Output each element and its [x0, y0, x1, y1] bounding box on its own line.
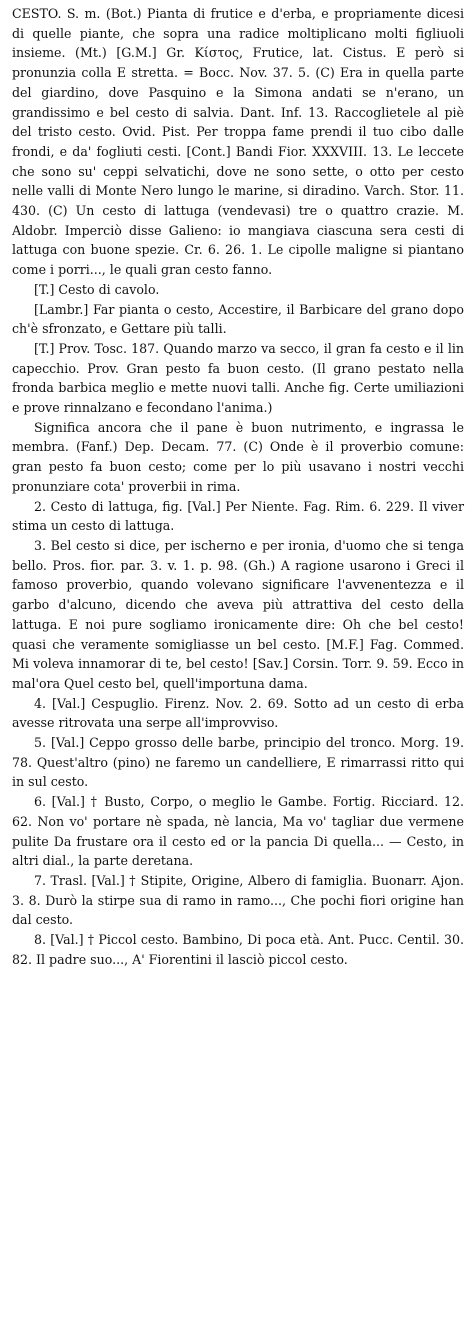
entry-sense-5: 5. [Val.] Ceppo grosso delle barbe, principio del tronco. Morg. 19. 78. Quest'altro (pino) ne faremo un candelliere, E rimarrassi ritto qui in sul cesto. [12, 735, 464, 790]
entry-sense-8: 8. [Val.] † Piccol cesto. Bambino, Di poca età. Ant. Pucc. Centil. 30. 82. Il padre suo..., A' Fiorentini il lasciò piccol cesto. [12, 932, 464, 967]
entry-paragraph-proverb: [T.] Prov. Tosc. 187. Quando marzo va secco, il gran fa cesto e il lin capecchio. Prov. Gran pesto fa buon cesto. (Il grano pestato nella fronda barbica meglio e mette nuovi talli. Anche fig. Certe umiliazioni e prove rinnalzano e fecondano l'anima.) [12, 340, 464, 416]
entry-sense-2: 2. Cesto di lattuga, fig. [Val.] Per Niente. Fag. Rim. 6. 229. Il viver stima un cesto di lattuga. [12, 498, 464, 534]
entry-paragraph-significa: Significa ancora che il pane è buon nutrimento, e ingrassa le membra. (Fanf.) Dep. Decam. 77. (C) Onde è il proverbio comune: gran pesto fa buon cesto; come per lo più usavano i nostri vecchi pronunziare cota' proverbii in rima. [12, 419, 464, 494]
entry-paragraph-far-pianta: [Lambr.] Far pianta o cesto, Accestire, il Barbicare del grano dopo ch'è sfronzato, e Gettare più talli. [12, 301, 464, 337]
entry-sense-7: 7. Trasl. [Val.] † Stipite, Origine, Albero di famiglia. Buonarr. Ajon. 3. 8. Durò la stirpe sua di ramo in ramo..., Che pochi fiori origine han dal cesto. [12, 872, 464, 928]
entry-sense-3: 3. Bel cesto si dice, per ischerno e per ironia, d'uomo che si tenga bello. Pros. fior. par. 3. v. 1. p. 98. (Gh.) A ragione usarono i Greci il famoso proverbio, quando volevano significare l'avvenentezza e il garbo d'alcuno, dicendo che aveva più attrattiva del cesto della lattuga. E noi pure sogliamo ironicamente dire: Oh che bel cesto! quasi che veramente somigliasse un bel cesto. [M.F.] Fag. Commed. Mi voleva innamorar di te, bel cesto! [Sav.] Corsin. Torr. 9. 59. Ecco in mal'ora Quel cesto bel, quell'importuna dama. [12, 537, 464, 691]
entry-sense-6: 6. [Val.] † Busto, Corpo, o meglio le Gambe. Fortig. Ricciard. 12. 62. Non vo' portare nè spada, nè lancia, Ma vo' tagliar due vermene pulite Da frustare ora il cesto ed or la pancia Di quella... — Cesto, in altri dial., la parte deretana. [12, 794, 464, 869]
entry-sense-4: 4. [Val.] Cespuglio. Firenz. Nov. 2. 69. Sotto ad un cesto di erba avesse ritrovata una serpe all'improvviso. [12, 695, 464, 731]
entry-paragraph-main: CESTO. S. m. (Bot.) Pianta di frutice e d'erba, e propriamente dicesi di quelle piante, che sopra una radice moltiplicano molti figliuoli insieme. (Mt.) [G.M.] Gr. Κίστος, Frutice, lat. Cistus. E però si pronunzia colla E stretta. = Bocc. Nov. 37. 5. (C) Era in quella parte del giardino, dove Pasquino e la Simona andati se n'erano, un grandissimo e bel cesto di salvia. Dant. Inf. 13. Raccoglietele al piè del tristo cesto. Ovid. Pist. Per troppa fame prendi il tuo cibo dalle frondi, e da' fogliuti cesti. [Cont.] Bandi Fior. XXXVIII. 13. Le leccete che sono su' ceppi selvatichi, dove ne sono sette, o otto per cesto nelle valli di Monte Nero lungo le marine, si diradino. Varch. Stor. 11. 430. (C) Un cesto di lattuga (vendevasi) tre o quattro crazie. M. Aldobr. Imperciò disse Galieno: io mangiava ciascuna sera cesti di lattuga con buone spezie. Cr. 6. 26. 1. Le cipolle maligne si piantano come i porri..., le quali gran cesto fanno. [12, 6, 464, 278]
entry-paragraph-cesto-di-cavolo: [T.] Cesto di cavolo. [34, 281, 160, 297]
